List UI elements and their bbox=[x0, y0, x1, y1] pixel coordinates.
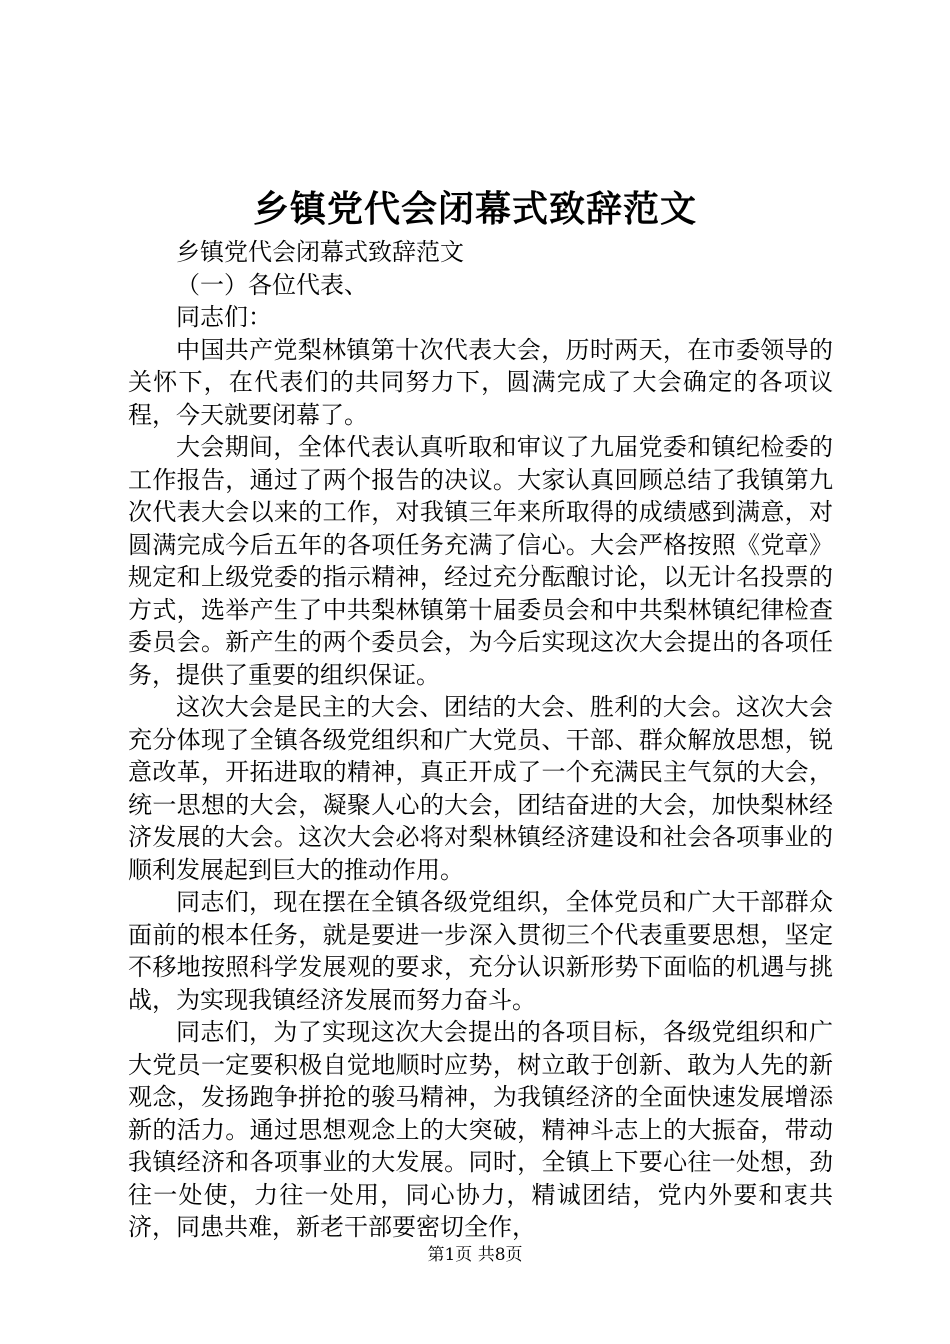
document-body bbox=[128, 236, 833, 1244]
paragraph-salutation-2: 同志们： bbox=[176, 303, 272, 331]
paragraph: 中国共产党梨林镇第十次代表大会，历时两天，在市委领导的关怀下，在代表们的共同努力下，圆满完成了大会确定的各项议程，今天就要闭幕了。 bbox=[128, 335, 833, 429]
page-footer: 第1页 共8页 bbox=[427, 1245, 523, 1265]
paragraph: 大会期间，全体代表认真听取和审议了九届党委和镇纪检委的工作报告，通过了两个报告的决议。大家认真回顾总结了我镇第九次代表大会以来的工作，对我镇三年来所取得的成绩感到满意，对圆满完成今后五年的各项任务充满了信心。大会严格按照《党章》规定和上级党委的指示精神，经过充分酝酿讨论，以无计名投票的方式，选举产生了中共梨林镇第十届委员会和中共梨林镇纪律检查委员会。新产生的两个委员会，为今后实现这次大会提出的各项任务，提供了重要的组织保证。 bbox=[128, 433, 833, 689]
paragraph-subtitle: 乡镇党代会闭幕式致辞范文 bbox=[176, 238, 464, 266]
paragraph: 这次大会是民主的大会、团结的大会、胜利的大会。这次大会充分体现了全镇各级党组织和广大党员、干部、群众解放思想，锐意改革，开拓进取的精神，真正开成了一个充满民主气氛的大会，统一思想的大会，凝聚人心的大会，团结奋进的大会，加快梨林经济发展的大会。这次大会必将对梨林镇经济建设和社会各项事业的顺利发展起到巨大的推动作用。 bbox=[128, 693, 833, 884]
paragraph: 同志们，现在摆在全镇各级党组织，全体党员和广大干部群众面前的根本任务，就是要进一步深入贯彻三个代表重要思想，坚定不移地按照科学发展观的要求，充分认识新形势下面临的机遇与挑战，为实现我镇经济发展而努力奋斗。 bbox=[128, 888, 833, 1014]
document-title: 乡镇党代会闭幕式致辞范文 bbox=[252, 188, 697, 230]
paragraph: 同志们，为了实现这次大会提出的各项目标，各级党组织和广大党员一定要积极自觉地顺时应势，树立敢于创新、敢为人先的新观念，发扬跑争拼抢的骏马精神，为我镇经济的全面快速发展增添新的活力。通过思想观念上的大突破，精神斗志上的大振奋，带动我镇经济和各项事业的大发展。同时，全镇上下要心往一处想，劲往一处使，力往一处用，同心协力，精诚团结，党内外要和衷共济，同患共难，新老干部要密切全作， bbox=[128, 1018, 833, 1241]
paragraph-salutation-1: （一）各位代表、 bbox=[176, 270, 368, 299]
